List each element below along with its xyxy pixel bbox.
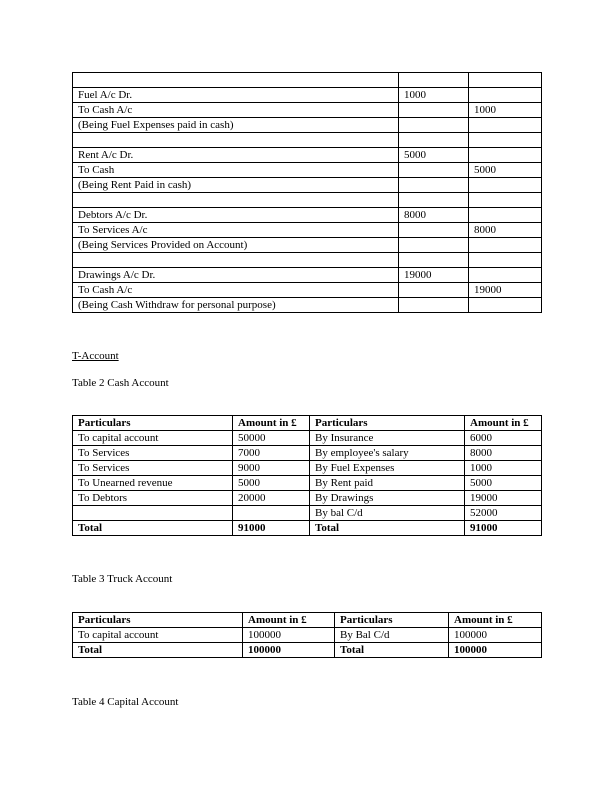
table-row [73, 268, 542, 283]
column-header: Amount in £ [449, 613, 542, 628]
journal-cell [73, 193, 399, 208]
cash-cell: 6000 [465, 431, 542, 446]
journal-cell [399, 253, 469, 268]
journal-cell: To Cash [73, 163, 399, 178]
total-cell: Total [310, 521, 465, 536]
total-cell: Total [73, 643, 243, 658]
journal-cell: 19000 [469, 283, 542, 298]
truck-account-table [72, 612, 542, 658]
journal-cell [469, 253, 542, 268]
cash-cell: 8000 [465, 446, 542, 461]
journal-cell: 5000 [399, 148, 469, 163]
cash-cell: 1000 [465, 461, 542, 476]
table-row [73, 446, 542, 461]
column-header: Particulars [335, 613, 449, 628]
table-row [73, 223, 542, 238]
table-row [73, 178, 542, 193]
journal-cell [469, 208, 542, 223]
table-row [73, 506, 542, 521]
journal-cell: (Being Cash Withdraw for personal purpose) [73, 298, 399, 313]
table-header-row [73, 416, 542, 431]
table-header-row [73, 613, 542, 628]
table-row [73, 193, 542, 208]
table-row [73, 133, 542, 148]
cash-cell: 9000 [233, 461, 310, 476]
cash-cell: 20000 [233, 491, 310, 506]
cash-cell: 52000 [465, 506, 542, 521]
journal-cell: 1000 [469, 103, 542, 118]
cash-cell: To Unearned revenue [73, 476, 233, 491]
cash-cell: 5000 [465, 476, 542, 491]
journal-cell: 8000 [469, 223, 542, 238]
total-cell: Total [335, 643, 449, 658]
journal-cell [73, 73, 399, 88]
table-row [73, 476, 542, 491]
table-row [73, 148, 542, 163]
journal-cell [73, 133, 399, 148]
journal-cell: 19000 [399, 268, 469, 283]
journal-cell [73, 253, 399, 268]
journal-cell: 5000 [469, 163, 542, 178]
table-row [73, 118, 542, 133]
truck-cell: 100000 [449, 628, 542, 643]
journal-cell [399, 178, 469, 193]
journal-cell: 1000 [399, 88, 469, 103]
column-header: Amount in £ [233, 416, 310, 431]
total-cell: 91000 [465, 521, 542, 536]
cash-account-caption: Table 2 Cash Account [72, 377, 169, 389]
table-row [73, 461, 542, 476]
table-row [73, 298, 542, 313]
journal-cell [469, 133, 542, 148]
table-row [73, 283, 542, 298]
column-header: Amount in £ [465, 416, 542, 431]
journal-cell [469, 73, 542, 88]
table-row [73, 431, 542, 446]
journal-cell [469, 238, 542, 253]
total-cell: 100000 [243, 643, 335, 658]
journal-cell: Drawings A/c Dr. [73, 268, 399, 283]
table-row [73, 73, 542, 88]
cash-cell: 5000 [233, 476, 310, 491]
journal-cell [399, 223, 469, 238]
cash-cell: By Rent paid [310, 476, 465, 491]
journal-cell: To Services A/c [73, 223, 399, 238]
total-cell: Total [73, 521, 233, 536]
cash-cell: By Insurance [310, 431, 465, 446]
truck-account-caption: Table 3 Truck Account [72, 573, 173, 585]
journal-cell: To Cash A/c [73, 103, 399, 118]
table-row [73, 628, 542, 643]
journal-cell [469, 148, 542, 163]
journal-cell [469, 298, 542, 313]
cash-cell: By bal C/d [310, 506, 465, 521]
journal-cell: (Being Fuel Expenses paid in cash) [73, 118, 399, 133]
cash-cell: To capital account [73, 431, 233, 446]
column-header: Particulars [73, 416, 233, 431]
total-row [73, 521, 542, 536]
journal-cell [469, 178, 542, 193]
cash-cell: 7000 [233, 446, 310, 461]
cash-cell: To Services [73, 446, 233, 461]
cash-cell: To Services [73, 461, 233, 476]
cash-cell: 50000 [233, 431, 310, 446]
journal-cell [399, 118, 469, 133]
table-row [73, 163, 542, 178]
cash-cell: By Drawings [310, 491, 465, 506]
table-row [73, 491, 542, 506]
journal-cell [469, 193, 542, 208]
journal-cell: Rent A/c Dr. [73, 148, 399, 163]
cash-cell: 19000 [465, 491, 542, 506]
cash-cell [73, 506, 233, 521]
journal-cell [469, 268, 542, 283]
truck-cell: By Bal C/d [335, 628, 449, 643]
journal-cell [399, 163, 469, 178]
table-row [73, 103, 542, 118]
journal-cell [399, 73, 469, 88]
journal-entries-table [72, 72, 542, 313]
journal-cell: To Cash A/c [73, 283, 399, 298]
journal-cell [399, 133, 469, 148]
journal-cell [399, 283, 469, 298]
journal-cell [399, 193, 469, 208]
table-row [73, 88, 542, 103]
table-row [73, 238, 542, 253]
truck-cell: 100000 [243, 628, 335, 643]
total-cell: 100000 [449, 643, 542, 658]
journal-cell [399, 103, 469, 118]
journal-cell [469, 88, 542, 103]
journal-cell: (Being Rent Paid in cash) [73, 178, 399, 193]
cash-cell: To Debtors [73, 491, 233, 506]
total-row [73, 643, 542, 658]
journal-cell [469, 118, 542, 133]
column-header: Particulars [73, 613, 243, 628]
journal-cell: 8000 [399, 208, 469, 223]
total-cell: 91000 [233, 521, 310, 536]
table-row [73, 208, 542, 223]
column-header: Amount in £ [243, 613, 335, 628]
cash-cell: By employee's salary [310, 446, 465, 461]
capital-account-caption: Table 4 Capital Account [72, 696, 179, 708]
journal-cell: Fuel A/c Dr. [73, 88, 399, 103]
t-account-heading: T-Account [72, 350, 119, 362]
cash-cell [233, 506, 310, 521]
truck-cell: To capital account [73, 628, 243, 643]
journal-cell: Debtors A/c Dr. [73, 208, 399, 223]
column-header: Particulars [310, 416, 465, 431]
journal-cell [399, 238, 469, 253]
journal-cell: (Being Services Provided on Account) [73, 238, 399, 253]
journal-cell [399, 298, 469, 313]
table-row [73, 253, 542, 268]
cash-cell: By Fuel Expenses [310, 461, 465, 476]
cash-account-table [72, 415, 542, 536]
